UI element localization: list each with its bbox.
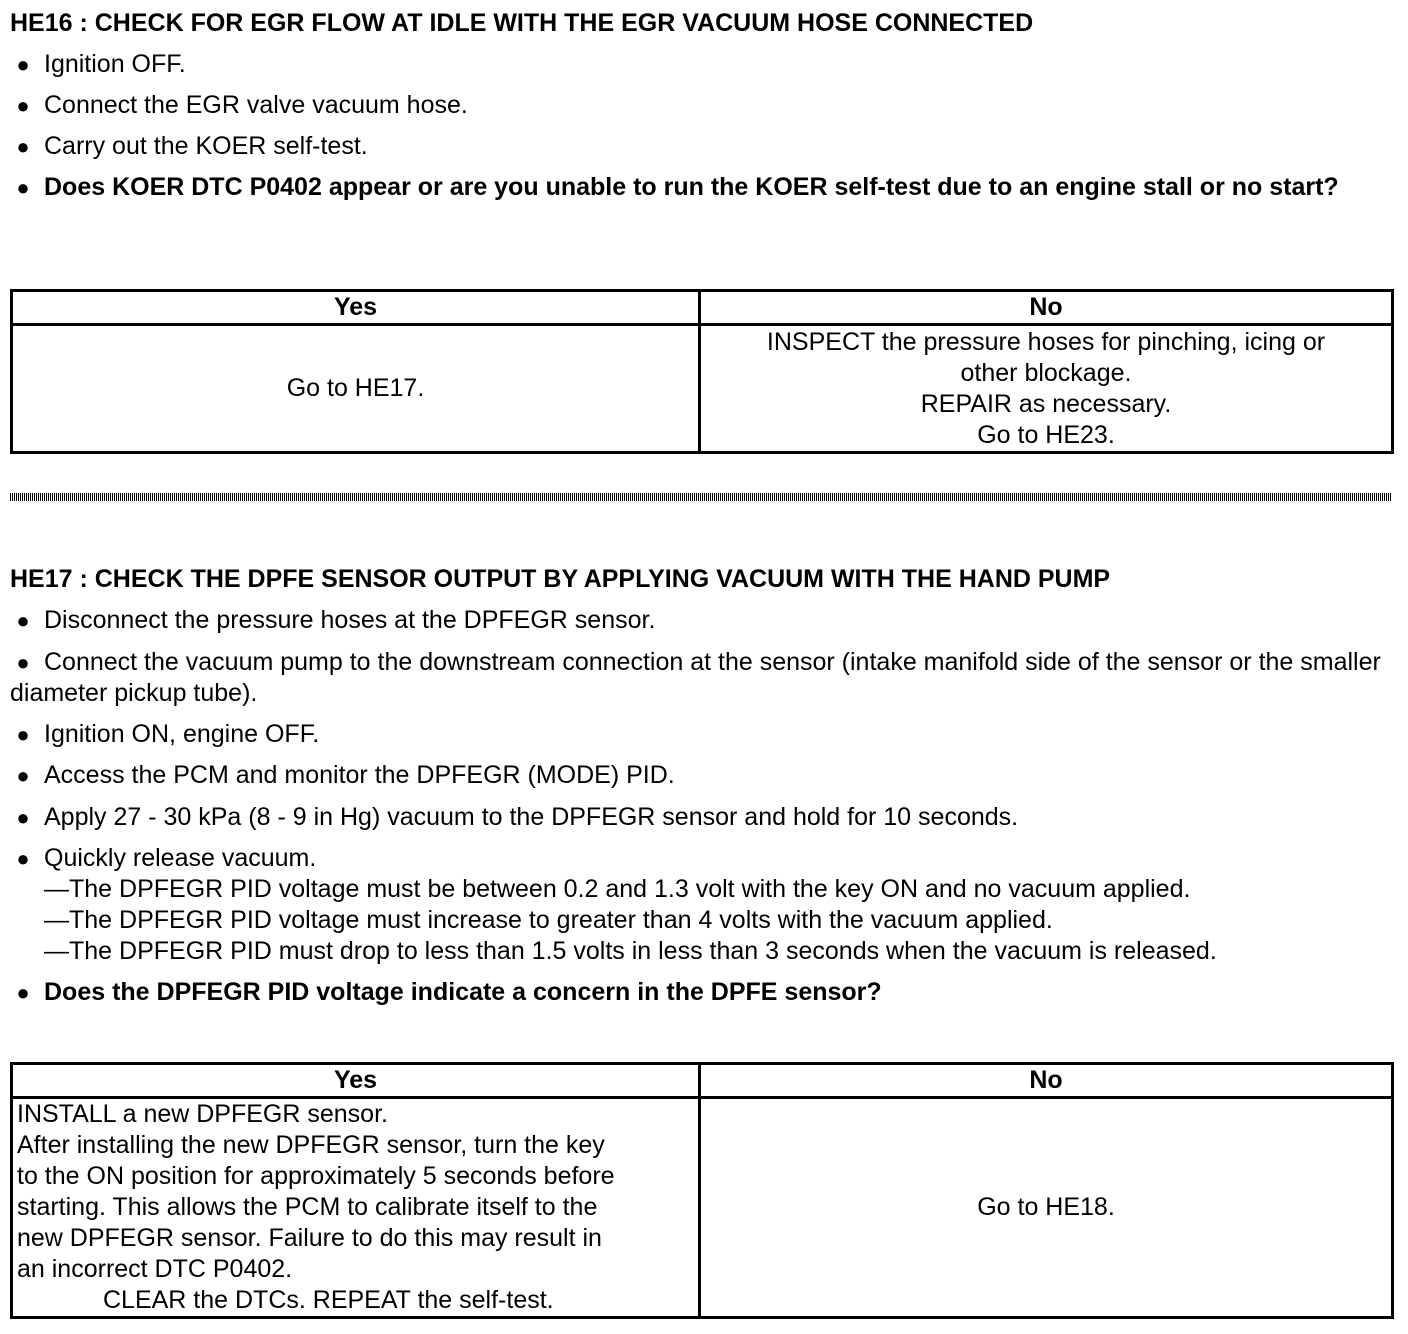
yes-line: CLEAR the DTCs. REPEAT the self-test. [103, 1286, 554, 1314]
yes-cell [12, 325, 700, 453]
no-text: Go to HE18. [977, 1193, 1115, 1221]
he16-section [10, 8, 1390, 203]
bullet-icon: ● [16, 980, 30, 1005]
he17-step: ● Quickly release vacuum. [10, 843, 1390, 874]
yes-line: INSTALL a new DPFEGR sensor. [17, 1100, 388, 1128]
yes-header: Yes [12, 291, 700, 325]
he17-step: ● Apply 27 - 30 kPa (8 - 9 in Hg) vacuum to the DPFEGR sensor and hold for 10 seconds. [10, 802, 1390, 833]
no-line: INSPECT the pressure hoses for pinching, icing or [766, 327, 1326, 356]
no-line: other blockage. [960, 358, 1132, 387]
he16-step: ● Ignition OFF. [10, 49, 1390, 80]
yes-line: After installing the new DPFEGR sensor, turn the key [17, 1131, 605, 1159]
he17-sub-item: —The DPFEGR PID must drop to less than 1.5 volts in less than 3 seconds when the vacuum is released. [44, 937, 1217, 965]
no-cell [700, 325, 1393, 453]
bullet-icon: ● [16, 763, 30, 788]
bullet-icon: ● [16, 134, 30, 159]
he16-question: ● Does KOER DTC P0402 appear or are you unable to run the KOER self-test due to an engine stall or no start? [10, 172, 1390, 203]
he17-decision-table [10, 1062, 1394, 1319]
he17-sub-item: —The DPFEGR PID voltage must increase to greater than 4 volts with the vacuum applied. [44, 906, 1053, 934]
no-header: No [700, 291, 1393, 325]
yes-cell [12, 1098, 700, 1318]
bullet-icon: ● [16, 52, 30, 77]
no-header: No [700, 1064, 1393, 1098]
yes-header: Yes [12, 1064, 700, 1098]
he16-step: ● Carry out the KOER self-test. [10, 131, 1390, 162]
bullet-icon: ● [16, 175, 30, 200]
bullet-icon: ● [16, 805, 30, 830]
no-line: REPAIR as necessary. [920, 389, 1172, 418]
section-divider [10, 493, 1391, 501]
he16-step: ● Connect the EGR valve vacuum hose. [10, 90, 1390, 121]
he17-step: ● Connect the vacuum pump to the downstream connection at the sensor (intake manifold side of the sensor or the smaller diameter pickup tube). [10, 648, 1381, 707]
yes-line: new DPFEGR sensor. Failure to do this may result in [17, 1224, 602, 1252]
he17-step: ● Ignition ON, engine OFF. [10, 719, 1390, 750]
he16-decision-table [10, 289, 1394, 454]
no-line: Go to HE23. [977, 420, 1115, 449]
he17-step: ● Access the PCM and monitor the DPFEGR (MODE) PID. [10, 760, 1390, 791]
bullet-icon: ● [16, 608, 30, 633]
he16-heading: HE16 : CHECK FOR EGR FLOW AT IDLE WITH THE EGR VACUUM HOSE CONNECTED [10, 9, 1034, 37]
he17-step: ● Disconnect the pressure hoses at the DPFEGR sensor. [10, 605, 1390, 636]
he17-heading: HE17 : CHECK THE DPFE SENSOR OUTPUT BY APPLYING VACUUM WITH THE HAND PUMP [10, 565, 1111, 593]
he17-section [10, 564, 1390, 1008]
bullet-icon: ● [16, 722, 30, 747]
he17-sub-item: —The DPFEGR PID voltage must be between 0.2 and 1.3 volt with the key ON and no vacuum applied. [44, 875, 1191, 903]
bullet-icon: ● [16, 650, 30, 675]
yes-line: an incorrect DTC P0402. [17, 1255, 293, 1283]
yes-text: Go to HE17. [286, 374, 425, 402]
yes-line: to the ON position for approximately 5 seconds before [17, 1162, 615, 1190]
bullet-icon: ● [16, 846, 30, 871]
he17-question: ● Does the DPFEGR PID voltage indicate a concern in the DPFE sensor? [10, 977, 1390, 1008]
yes-line: starting. This allows the PCM to calibrate itself to the [17, 1193, 598, 1221]
no-cell [700, 1098, 1393, 1318]
bullet-icon: ● [16, 93, 30, 118]
